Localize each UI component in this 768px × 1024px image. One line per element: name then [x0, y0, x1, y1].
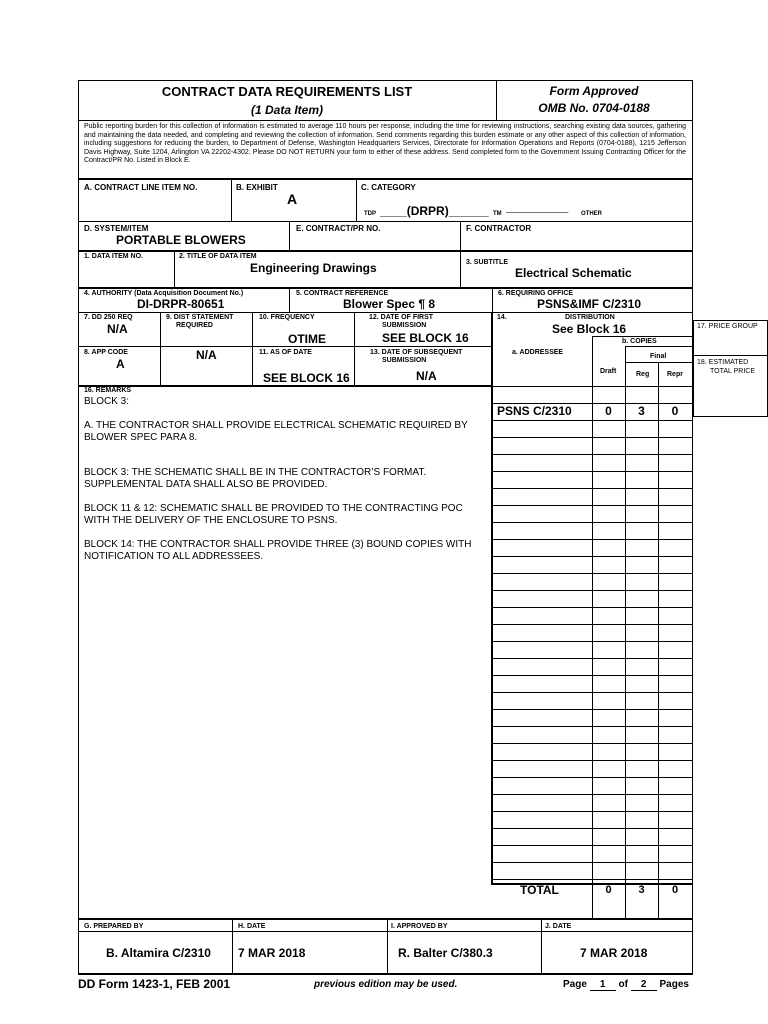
remarks-line: NOTIFICATION TO ALL ADDRESSEES. [84, 551, 264, 562]
rule [231, 179, 232, 221]
grid-row-line [491, 692, 692, 693]
omb-number: OMB No. 0704-0188 [538, 101, 650, 115]
rule [78, 973, 693, 975]
tdp-label: TDP [364, 211, 376, 217]
grid-col-line [658, 362, 659, 884]
rule [692, 919, 693, 974]
rule [232, 919, 233, 974]
authority-value: DI-DRPR-80651 [137, 297, 225, 311]
estimated-price-label: 18. ESTIMATED [697, 359, 749, 366]
subtitle-label: 3. SUBTITLE [466, 259, 509, 266]
grid-row-line [491, 760, 692, 761]
contract-pr-label: E. CONTRACT/PR NO. [296, 224, 381, 233]
addressee-label: a. ADDRESSEE [512, 349, 564, 356]
repr-label: Repr [667, 371, 683, 378]
contract-ref-value: Blower Spec ¶ 8 [343, 297, 436, 311]
distribution-label: DISTRIBUTION [565, 314, 615, 321]
grid-row-line [491, 471, 692, 472]
rule [356, 179, 357, 221]
grid-row-line [491, 590, 692, 591]
grid-col-line [625, 346, 626, 884]
as-of-date-value: SEE BLOCK 16 [263, 371, 350, 385]
dist-statement-value: N/A [196, 348, 217, 362]
authority-label: 4. AUTHORITY (Data Acquisition Document No.) [84, 290, 244, 297]
total-draft: 0 [605, 884, 612, 896]
rule [78, 919, 79, 974]
grid-row-line [491, 539, 692, 540]
dist-statement-label-2: REQUIRED [176, 322, 213, 329]
data-item-no-label: 1. DATA ITEM NO. [84, 253, 143, 260]
requiring-office-value: PSNS&IMF C/2310 [537, 297, 642, 311]
rule [491, 312, 493, 884]
rule [625, 346, 692, 347]
subseq-value: N/A [416, 369, 437, 383]
grid-row-line [491, 556, 692, 557]
grid-row-line [491, 607, 692, 608]
rule [289, 288, 290, 312]
grid-row-line [491, 573, 692, 574]
rule [78, 221, 693, 222]
form-approved: Form Approved [549, 84, 639, 98]
rule [541, 919, 542, 974]
rule [78, 931, 693, 932]
tm-label: TM [493, 211, 502, 217]
dd250-label: 7. DD 250 REQ [84, 314, 133, 321]
of-word: of [618, 979, 628, 990]
contractor-label: F. CONTRACTOR [466, 224, 532, 233]
approved-by-label: I. APPROVED BY [391, 923, 448, 930]
grid-row-line [491, 726, 692, 727]
remarks-line: BLOCK 3: [84, 396, 130, 407]
first-sub-label-2: SUBMISSION [382, 322, 427, 329]
date-j-value: 7 MAR 2018 [580, 946, 648, 960]
edition-note: previous edition may be used. [314, 979, 458, 990]
frequency-label: 10. FREQUENCY [259, 314, 315, 321]
rule [78, 385, 492, 387]
grid-row-line [491, 777, 692, 778]
grid-row-line [491, 811, 692, 812]
rule [387, 919, 388, 974]
reg-label: Reg [636, 371, 650, 378]
other-label: OTHER [581, 211, 602, 217]
grid-row-line [491, 454, 692, 455]
dd250-value: N/A [107, 322, 128, 336]
system-item-value: PORTABLE BLOWERS [116, 233, 246, 247]
grid-row-line [491, 828, 692, 829]
app-code-value: A [116, 357, 125, 371]
page-number: 1 [590, 979, 616, 991]
app-code-label: 8. APP CODE [84, 349, 128, 356]
form-id: DD Form 1423-1, FEB 2001 [78, 977, 231, 991]
rule [78, 918, 693, 920]
page-word: Page [563, 979, 587, 990]
rule [78, 250, 693, 252]
frequency-value: OTIME [288, 332, 326, 346]
as-of-date-label: 11. AS OF DATE [259, 349, 312, 356]
first-sub-label: 12. DATE OF FIRST [369, 314, 434, 321]
contract-line-item-label: A. CONTRACT LINE ITEM NO. [84, 183, 198, 192]
copies-label: b. COPIES [622, 338, 657, 345]
date-h-value: 7 MAR 2018 [238, 946, 306, 960]
exhibit-label: B. EXHIBIT [236, 183, 278, 192]
system-item-label: D. SYSTEM/ITEM [84, 224, 149, 233]
form-left-border [78, 80, 79, 933]
rule [252, 312, 253, 385]
rule [658, 884, 659, 918]
grid-row-line [491, 420, 692, 421]
grid-row-line [491, 386, 692, 387]
rule [78, 178, 693, 180]
dist-statement-label: 9. DIST STATEMENT [166, 314, 234, 321]
grid-col-line [592, 336, 593, 884]
grid-row-line [491, 794, 692, 795]
grid-row-line [491, 845, 692, 846]
total-label: TOTAL [520, 883, 559, 897]
grid-row-line [491, 641, 692, 642]
subseq-label: 13. DATE OF SUBSEQUENT [370, 349, 463, 356]
tdp-value: ____(DRPR)______ [380, 204, 489, 218]
remarks-label: 16. REMARKS [84, 387, 132, 394]
first-sub-value: SEE BLOCK 16 [382, 331, 469, 345]
remarks-line: BLOCK 3: THE SCHEMATIC SHALL BE IN THE CONTRACTOR’S FORMAT. [84, 467, 427, 478]
rule [460, 221, 461, 251]
rule [174, 251, 175, 288]
pages-word: Pages [659, 979, 689, 990]
remarks-line: A. THE CONTRACTOR SHALL PROVIDE ELECTRICAL SCHEMATIC REQUIRED BY [84, 420, 468, 431]
grid-row-line [491, 488, 692, 489]
subseq-label-2: SUBMISSION [382, 357, 427, 364]
page-total: 2 [631, 979, 657, 991]
grid-row-line [491, 522, 692, 523]
tm-line: ______________ [506, 204, 569, 213]
date-j-label: J. DATE [545, 923, 572, 930]
page-counter [563, 979, 689, 991]
date-h-label: H. DATE [238, 923, 266, 930]
distribution-num: 14. [497, 314, 507, 321]
total-repr: 0 [671, 884, 679, 896]
price-group-label: 17. PRICE GROUP [697, 323, 758, 330]
prepared-by-label: G. PREPARED BY [84, 923, 144, 930]
rule [354, 312, 355, 385]
contract-ref-label: 5. CONTRACT REFERENCE [296, 290, 389, 297]
remarks-line: BLOCK 14: THE CONTRACTOR SHALL PROVIDE THREE (3) BOUND COPIES WITH [84, 539, 472, 550]
form-subtitle: (1 Data Item) [250, 103, 324, 117]
remarks-line: SUPPLEMENTAL DATA SHALL ALSO BE PROVIDED. [84, 479, 328, 490]
final-label: Final [650, 353, 667, 360]
form-title: CONTRACT DATA REQUIREMENTS LIST [161, 84, 413, 99]
rule [78, 120, 693, 121]
remarks-line: BLOWER SPEC PARA 8. [84, 432, 198, 443]
burden-notice: Public reporting burden for this collection of information is estimated to average 110 hours per response, including the time for reviewing instructions, searching existing data sources, gathering and maintaining the data needed, and completing and reviewing the collection of information. Send comments regarding this burden estimate or any other aspect of this collection of information, including suggestions for reducing the burden, to Department of Defense, Washington Headquarters Services, Directorate for Information Operations and Reports (0704-0188), 1215 Jefferson Davis Highway, Suite 1204, Arlington VA 22202-4302. Please DO NOT RETURN your form to either of these address. Send completed form to the Government Issuing Contracting Officer for the Contract/PR No. Listed in Block E. [84, 123, 686, 165]
rule [160, 312, 161, 385]
grid-row-line [491, 505, 692, 506]
rule [460, 251, 461, 288]
form-right-border [692, 80, 693, 933]
remarks-line: BLOCK 11 & 12: SCHEMATIC SHALL BE PROVIDED TO THE CONTRACTING POC [84, 503, 463, 514]
form-top-border [78, 80, 693, 81]
title-label: 2. TITLE OF DATA ITEM [179, 253, 257, 260]
rule [492, 288, 493, 312]
grid-row-line [491, 743, 692, 744]
remarks-line: WITH THE DELIVERY OF THE ENCLOSURE TO PSNS. [84, 515, 338, 526]
title-value: Engineering Drawings [250, 261, 377, 275]
grid-row-line [491, 658, 692, 659]
grid-row-line [491, 879, 692, 880]
requiring-office-label: 6. REQUIRING OFFICE [498, 290, 574, 297]
category-label: C. CATEGORY [361, 183, 416, 192]
rule [78, 346, 492, 347]
distribution-value: See Block 16 [552, 322, 627, 336]
grid-row-line [491, 624, 692, 625]
rule [592, 884, 593, 918]
estimated-price-label-2: TOTAL PRICE [710, 368, 755, 375]
subtitle-value: Electrical Schematic [515, 266, 632, 280]
prepared-by-value: B. Altamira C/2310 [106, 946, 211, 960]
addressee-cell: PSNS C/2310 [497, 404, 572, 418]
grid-row-line [491, 437, 692, 438]
exhibit-value: A [287, 191, 298, 207]
grid-row-line [491, 862, 692, 863]
repr-cell: 0 [671, 404, 679, 418]
approved-by-value: R. Balter C/380.3 [398, 946, 493, 960]
total-reg: 3 [638, 884, 645, 896]
grid-row-line [491, 709, 692, 710]
grid-row-line [491, 675, 692, 676]
draft-label: Draft [600, 368, 617, 375]
rule [625, 884, 626, 918]
reg-cell: 3 [638, 404, 645, 418]
draft-cell: 0 [605, 404, 612, 418]
rule [289, 221, 290, 251]
